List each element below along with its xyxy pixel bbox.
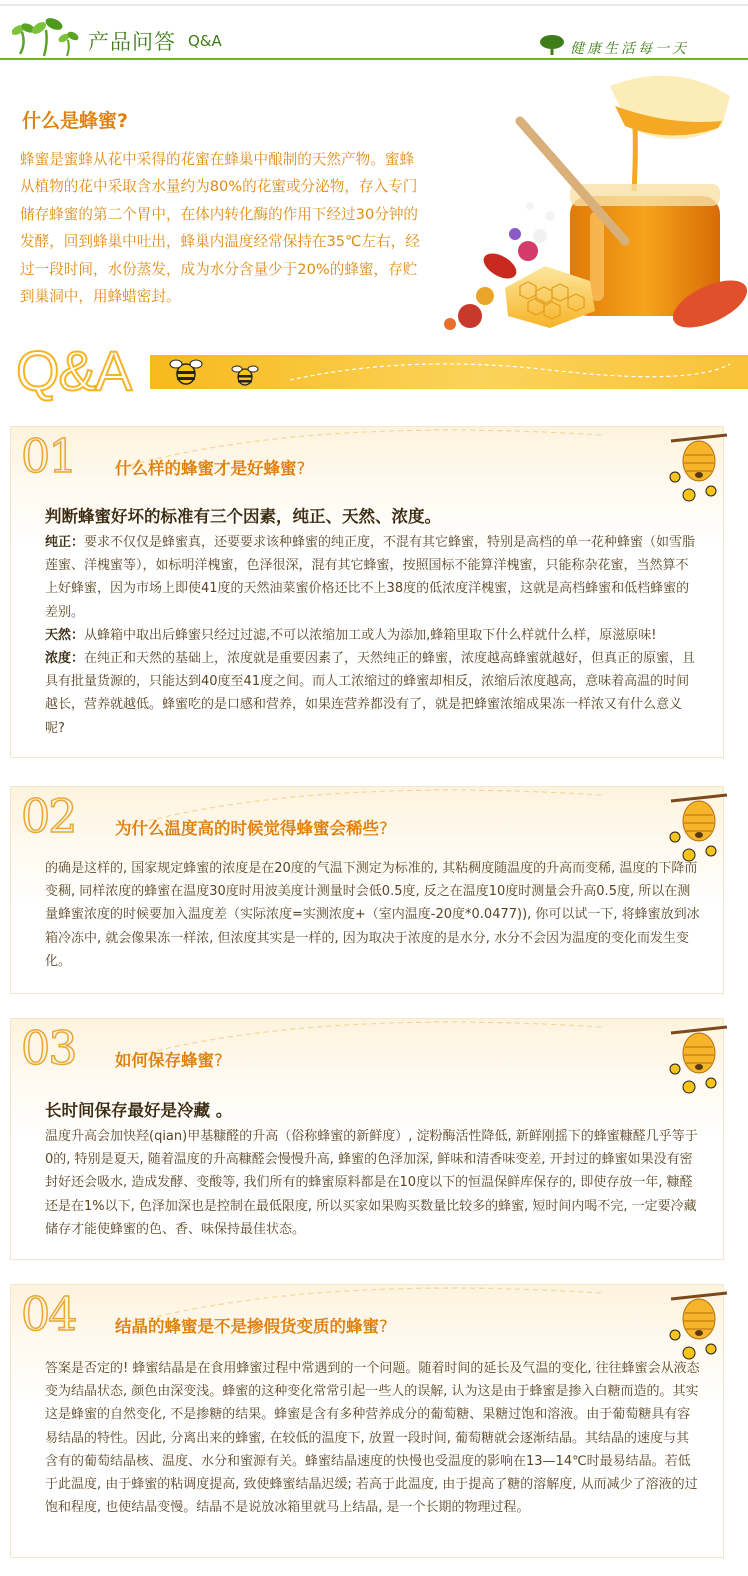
header-subtitle: Q&A bbox=[188, 32, 222, 50]
qa-question-mark: ? bbox=[214, 1051, 223, 1070]
header-bottom-divider bbox=[0, 58, 748, 60]
qa-card bbox=[10, 1018, 724, 1260]
qa-body bbox=[45, 1125, 701, 1241]
qa-banner-dashed-curve bbox=[290, 360, 730, 384]
qa-card bbox=[10, 426, 724, 758]
qa-term: 浓度： bbox=[45, 651, 85, 667]
qa-card bbox=[10, 1284, 724, 1558]
bee-icon bbox=[230, 362, 260, 388]
qa-number: 01 bbox=[21, 429, 76, 483]
qa-question-mark: ? bbox=[296, 459, 306, 478]
header-title: 产品问答 bbox=[88, 30, 176, 54]
qa-question bbox=[115, 815, 388, 839]
qa-term: 天然： bbox=[45, 627, 85, 643]
qa-number: 03 bbox=[21, 1021, 76, 1075]
beehive-icon bbox=[663, 433, 729, 513]
qa-banner-label: Q&A bbox=[16, 339, 132, 402]
page-header bbox=[0, 0, 748, 62]
qa-number: 02 bbox=[21, 789, 76, 843]
qa-paragraph: 的确是这样的, 国家规定蜂蜜的浓度是在20度的气温下测定为标准的, 其粘稠度随温度的升高而变稀, 温度的下降而变稠, 同样浓度的蜂蜜在温度30度时用波美度计测量时会低0.5度, 反之在温度10度时测量会升高0.5度, 所以在测量蜂蜜浓度的时候要加入温度差（实际浓度=实测浓度+（室内温度-20度*0.0477)), 你可以试一下, 将蜂蜜放到冰箱冷冻中, 就会像果冻一样浓, 但浓度其实是一样的, 因为取决于浓度的是水分, 水分不会因为温度的变化而发生变化。 bbox=[45, 861, 700, 969]
tree-icon bbox=[538, 33, 566, 57]
qa-paragraph-text: 从蜂箱中取出后蜂蜜只经过过滤,不可以浓缩加工或人为添加,蜂箱里取下什么样就什么样，原滋原味! bbox=[84, 627, 657, 643]
qa-question-text: 如何保存蜂蜜 bbox=[115, 1051, 214, 1070]
qa-paragraph-text: 要求不仅仅是蜂蜜真，还要要求该种蜂蜜的纯正度，不混有其它蜂蜜，特别是高档的单一花种蜂蜜（如雪脂莲蜜、洋槐蜜等），如标明洋槐蜜，色泽很深，混有其它蜂蜜，按照国标不能算洋槐蜜，只能称杂花蜜，当然算不上好蜂蜜，因为市场上即使41度的天然油菜蜜价格还比不上38度的低浓度洋槐蜜，这就是高档蜂蜜和低档蜂蜜的差别。 bbox=[45, 535, 696, 620]
qa-term: 纯正： bbox=[45, 535, 85, 550]
qa-question bbox=[115, 455, 305, 479]
qa-body bbox=[45, 1357, 701, 1519]
qa-question bbox=[115, 1313, 388, 1337]
qa-question bbox=[115, 1047, 223, 1071]
qa-lead: 长时间保存最好是冷藏 。 bbox=[45, 1101, 233, 1120]
qa-paragraph bbox=[45, 624, 701, 647]
qa-card bbox=[10, 786, 724, 994]
honey-jar-illustration bbox=[430, 66, 748, 332]
qa-question-mark: ? bbox=[379, 819, 388, 838]
qa-question-text: 为什么温度高的时候觉得蜂蜜会稀些 bbox=[115, 819, 379, 838]
qa-body bbox=[45, 531, 701, 740]
qa-question-mark: ? bbox=[379, 1317, 388, 1336]
sprout-logo-icon bbox=[12, 14, 80, 58]
bee-icon bbox=[166, 355, 206, 389]
qa-question-text: 结晶的蜂蜜是不是掺假货变质的蜂蜜 bbox=[115, 1317, 379, 1336]
qa-paragraph: 温度升高会加快羟(qian)甲基糠醛的升高（俗称蜂蜜的新鲜度）, 淀粉酶活性降低, 新鲜刚摇下的蜂蜜糠醛几乎等于0的, 特别是夏天, 随着温度的升高糠醛会慢慢升高, 蜂蜜的色泽加深, 鲜味和清香味变差, 开封过的蜂蜜如果没有密封好还会吸水, 造成发酵、变酸等, 我们所有的蜂蜜原料都是在10度以下的恒温保鲜库保存的, 即使存放一年, 糠醛还是在1%以下, 色泽加深也是控制在最低限度, 所以买家如果购买数量比较多的蜂蜜, 短时间内喝不完, 一定要冷藏储存才能使蜂蜜的色、香、味保持最佳状态。 bbox=[45, 1129, 698, 1237]
header-top-divider bbox=[0, 4, 748, 6]
qa-paragraph: 答案是否定的! 蜂蜜结晶是在食用蜂蜜过程中常遇到的一个问题。随着时间的延长及气温的变化, 往往蜂蜜会从液态变为结晶状态, 颜色由深变浅。蜂蜜的这种变化常常引起一些人的误解, 认为这是由于蜂蜜是掺入白糖而造的。其实这是蜂蜜的自然变化, 不是掺糖的结果。蜂蜜是含有多种营养成分的葡萄糖、果糖过饱和溶液。由于葡萄糖具有容易结晶的特性。因此, 分离出来的蜂蜜, 在较低的温度下, 放置一段时间, 葡萄糖就会逐渐结晶。其结晶的速度与其含有的葡萄结晶核、温度、水分和蜜源有关。蜂蜜结晶速度的快慢也受温度的影响在13—14℃时最易结晶。若低于此温度, 由于蜂蜜的粘调度提高, 致使蜂蜜结晶迟缓; 若高于此温度, 由于提高了糖的溶解度, 从而减少了溶液的过饱和程度, 也使结晶变慢。结晶不是说放冰箱里就马上结晶, 是一个长期的物理过程。 bbox=[45, 1361, 700, 1516]
qa-paragraph-text: 在纯正和天然的基础上，浓度就是重要因素了，天然纯正的蜂蜜，浓度越高蜂蜜就越好，但真正的原蜜，且具有批量货源的，只能达到40度至41度之间。而人工浓缩过的蜂蜜却相反，浓缩后浓度越高，意味着高温的时间越长，营养就越低。蜂蜜吃的是口感和营养，如果连营养都没有了，就是把蜂蜜浓缩成果冻一样浓又有什么意义呢? bbox=[45, 651, 696, 736]
qa-body bbox=[45, 857, 701, 973]
qa-question-text: 什么样的蜂蜜才是好蜂蜜 bbox=[115, 459, 297, 478]
intro-text: 蜂蜜是蜜蜂从花中采得的花蜜在蜂巢中酿制的天然产物。蜜蜂从植物的花中采取含水量约为80%的花蜜或分泌物，存入专门储存蜂蜜的第二个胃中，在体内转化酶的作用下经过30分钟的发酵，回到蜂巢中吐出，蜂巢内温度经常保持在35℃左右，经过一段时间，水份蒸发，成为水分含量少于20%的蜂蜜，存贮到巢洞中，用蜂蜡密封。 bbox=[20, 151, 420, 306]
intro-title: 什么是蜂蜜? bbox=[22, 110, 129, 132]
qa-paragraph bbox=[45, 647, 701, 740]
header-slogan: 健康生活每一天 bbox=[570, 41, 689, 57]
qa-lead: 判断蜂蜜好坏的标准有三个因素，纯正、天然、浓度。 bbox=[45, 507, 441, 526]
qa-number: 04 bbox=[21, 1287, 76, 1341]
beehive-icon bbox=[663, 1025, 729, 1105]
qa-paragraph bbox=[45, 531, 701, 624]
